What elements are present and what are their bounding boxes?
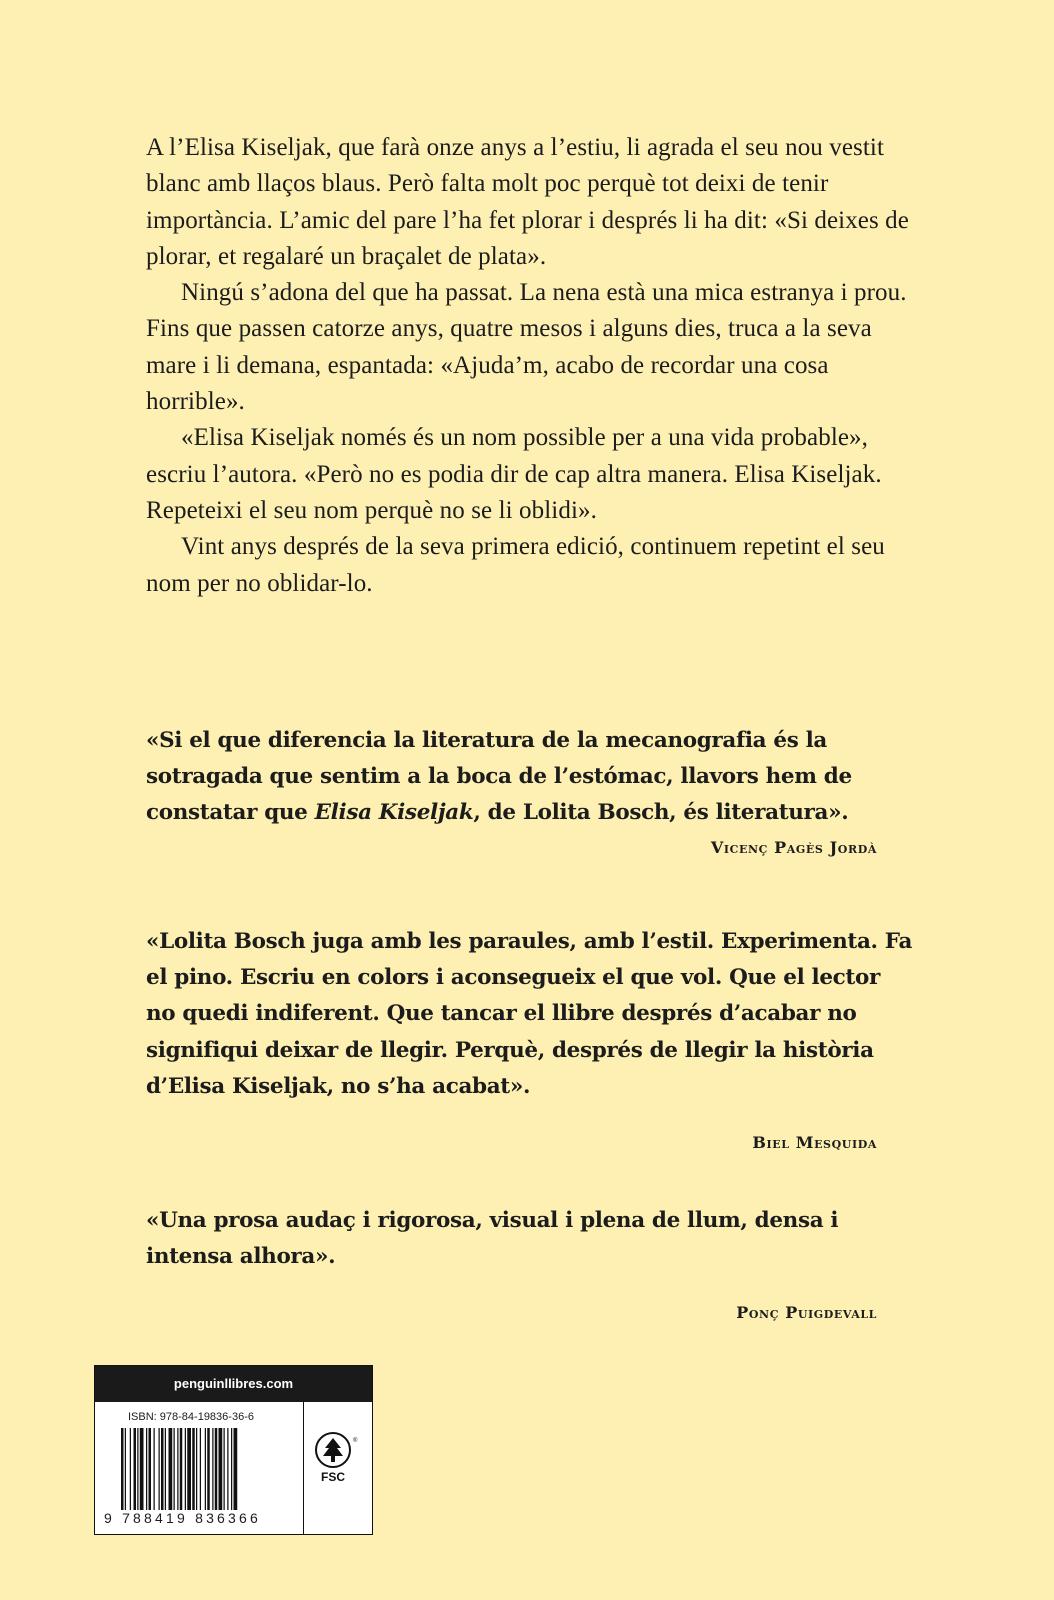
synopsis-paragraph-1: A l’Elisa Kiseljak, que farà onze anys a l’estiu, li agrada el seu nou vestit blanc amb llaços blaus. Però falta molt poc perquè tot deixi de tenir importància. L’amic del pare l’ha fet plorar i després li ha dit: «Si deixes de plorar, et regalaré un braçalet de plata». — [146, 134, 909, 270]
fsc-label: FSC — [321, 1470, 345, 1484]
quote-1-text-after: , de Lolita Bosch, és literatura». — [473, 800, 849, 826]
quote-2-author: Biel Mesquida — [752, 1133, 877, 1152]
quote-1-text-before: «Si el que diferencia la literatura de la mecanografia és la sotragada que sentim a la boca de l’estómac, llavors hem de constatar que — [146, 728, 852, 826]
fsc-registered-mark: ® — [353, 1438, 358, 1444]
barcode-digits: 9 788419 836366 — [104, 1510, 261, 1526]
isbn-barcode-area — [95, 1402, 304, 1534]
quote-3: «Una prosa audaç i rigorosa, visual i plena de llum, densa i intensa alhora». — [146, 1208, 839, 1270]
synopsis — [146, 130, 916, 602]
barcode-box — [94, 1365, 373, 1535]
synopsis-paragraph-4: Vint anys després de la seva primera edició, continuem repetint el seu nom per no oblidar-lo. — [146, 533, 885, 597]
fsc-logo-icon — [305, 1402, 372, 1534]
quote-3-author: Ponç Puigdevall — [736, 1303, 877, 1322]
publisher-website: penguinllibres.com — [95, 1366, 372, 1402]
barcode-bars — [121, 1428, 281, 1516]
isbn-label: ISBN: 978-84-19836-36-6 — [128, 1411, 254, 1423]
quote-2: «Lolita Bosch juga amb les paraules, amb l’estil. Experimenta. Fa el pino. Escriu en colors i aconsegueix el que vol. Que el lector no quedi indiferent. Que tancar el llibre després d’acabar no signifiqui deixar de llegir. Perquè, després de llegir la història d’Elisa Kiseljak, no s’ha acabat». — [146, 929, 913, 1099]
synopsis-paragraph-2: Ningú s’adona del que ha passat. La nena està una mica estranya i prou. Fins que passen catorze anys, quatre mesos i alguns dies, truca a la seva mare i li demana, espantada: «Ajuda’m, acabo de recordar una cosa horrible». — [146, 279, 907, 416]
quote-1 — [146, 723, 916, 832]
synopsis-paragraph-3: «Elisa Kiseljak només és un nom possible per a una vida probable», escriu l’autora. «Però no es podia dir de cap altra manera. Elisa Kiseljak. Repeteixi el seu nom perquè no se li oblidi». — [146, 424, 882, 524]
fsc-certification — [305, 1402, 372, 1534]
quote-1-author: Vicenç Pagès Jordà — [710, 838, 877, 857]
quote-1-book-title: Elisa Kiseljak — [314, 800, 474, 826]
